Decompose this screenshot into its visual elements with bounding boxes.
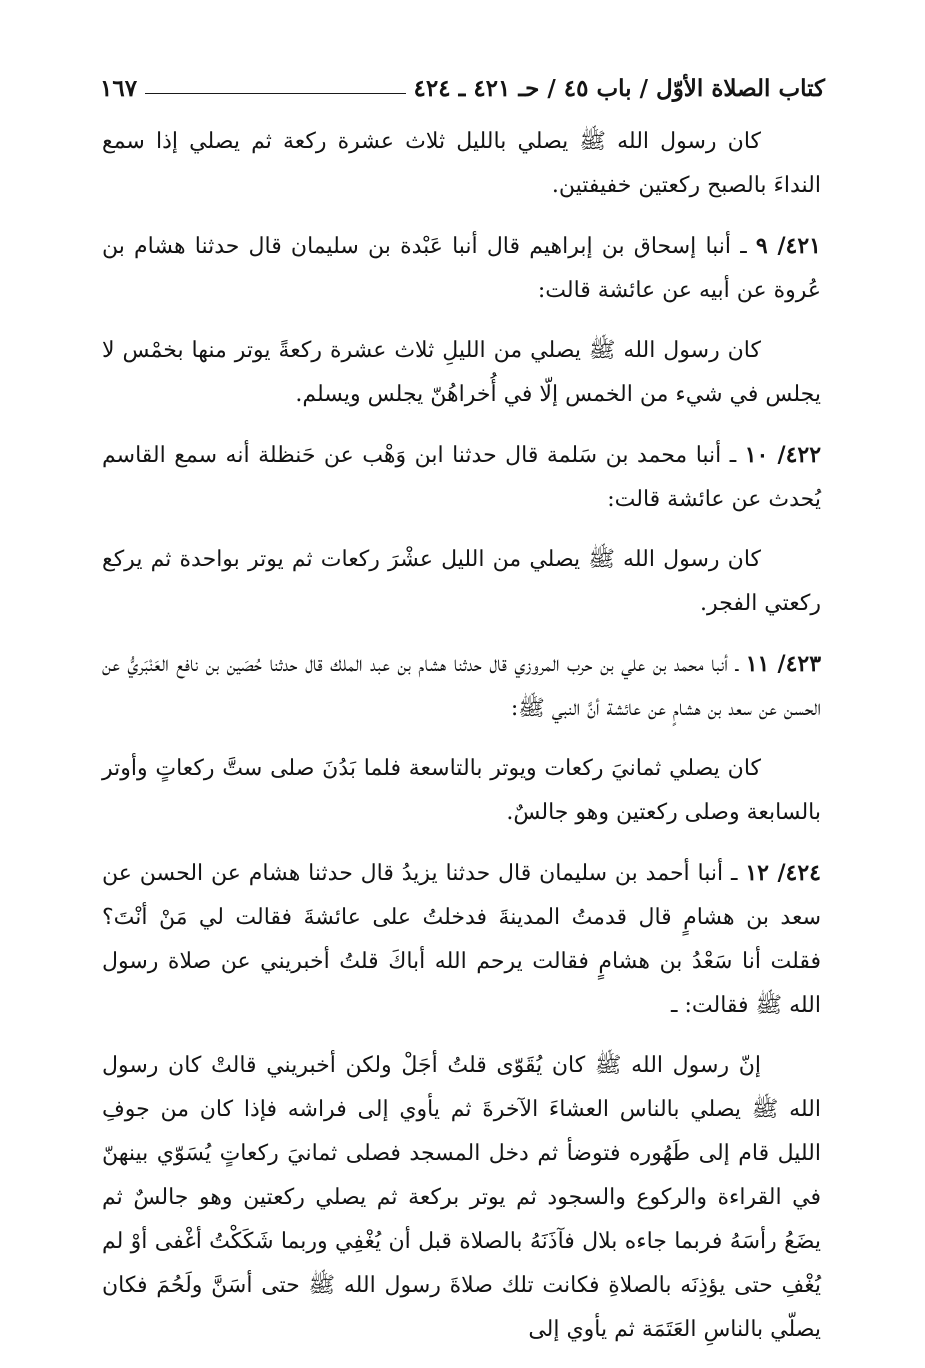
hadith-text: كان يصلي ثمانيَ ركعات ويوتر بالتاسعة فلما بَدُنَ صلى ستَّ ركعاتٍ وأوتر بالسابعة وصلى ركعتين وهو جالسٌ. — [102, 756, 821, 825]
running-head-rule — [145, 93, 405, 94]
isnad-423 — [102, 642, 821, 731]
isnad-text: ـ أنبا محمد بن علي بن حرب المروزي قال حدثنا هشام بن عبد الملك قال حدثنا حُصَين بن نافع العَنْبَريُّ عن الحسن عن سعد بن هشامٍ عن عائشة أنَّ النبي ﷺ: — [102, 652, 821, 721]
hadith-text: كان رسول الله ﷺ يصلي من الليلِ ثلاث عشرة ركعةً يوتر منها بخمْس لا يجلس في شيء من الخمس إلّا في أُخراهُنّ يجلس ويسلم. — [102, 338, 821, 407]
hadith-text: كان رسول الله ﷺ يصلي من الليل عشْرَ ركعات ثم يوتر بواحدة ثم يركع ركعتي الفجر. — [102, 547, 821, 616]
page-body — [102, 120, 821, 1368]
isnad-421 — [102, 224, 821, 313]
hadith-number: ٤٢٤/ ١٢ — [745, 860, 821, 886]
hadith-text-424 — [102, 1044, 821, 1352]
isnad-text: ـ أنبا أحمد بن سليمان قال حدثنا يزيدُ قال حدثنا هشام عن الحسن عن سعد بن هشامٍ قال قدمتُ المدينةَ فدخلتُ على عائشةَ فقالت لي مَنْ أنْتَ؟ فقلت أنا سَعْدُ بن هشامٍ فقالت يرحم الله أباكَ قلتُ أخبريني عن صلاة رسول الله ﷺ فقالت: ـ — [102, 861, 821, 1018]
isnad-422 — [102, 433, 821, 522]
hadith-number: ٤٢١/ ٩ — [755, 233, 821, 259]
isnad-text: ـ أنبا محمد بن سَلمة قال حدثنا ابن وَهْب عن حَنظلة أنه سمع القاسم يُحدث عن عائشة قالت: — [102, 443, 821, 512]
hadith-text-421 — [102, 329, 821, 417]
hadith-text-423 — [102, 747, 821, 835]
isnad-text: ـ أنبا إسحاق بن إبراهيم قال أنبا عَبْدة بن سليمان قال حدثنا هشام بن عُروة عن أبيه عن عائشة قالت: — [102, 234, 821, 303]
hadith-text-420 — [102, 120, 821, 208]
hadith-number: ٤٢٢/ ١٠ — [744, 442, 822, 468]
running-head-title: كتاب الصلاة الأوّل / باب ٤٥ / حـ ٤٢١ ـ ٤٢٤ — [413, 74, 825, 102]
running-head — [100, 68, 825, 108]
hadith-text-422 — [102, 538, 821, 626]
hadith-number: ٤٢٣/ ١١ — [745, 651, 822, 677]
hadith-text: كان رسول الله ﷺ يصلي بالليل ثلاث عشرة ركعة ثم يصلي إذا سمع النداءَ بالصبح ركعتين خفيفتين. — [102, 129, 821, 198]
page-number: ١٦٧ — [100, 74, 138, 102]
isnad-424 — [102, 851, 821, 1028]
hadith-text: إنّ رسول الله ﷺ كان يُقَوّى قلتُ أجَلْ ولكن أخبريني قالتْ كان رسول الله ﷺ يصلي بالناس العشاءَ الآخرةَ ثم يأوي إلى فراشه فإذا كان من جوفِ الليل قام إلى طَهُوره فتوضأ ثم دخل المسجد فصلى ثمانيَ ركعاتٍ يُسَوّي بينهنّ في القراءة والركوع والسجود ثم يوتر بركعة ثم يصلي ركعتين وهو جالسٌ ثم يضَعُ رأسَهُ فربما جاءه بلال فآذَنَهُ بالصلاة قبل أن يُغْفِي وربما شَكَكْتُ أغْفى أوْ لم يُغْفِ حتى يؤذِنَه بالصلاةِ فكانت تلك صلاةَ رسول الله ﷺ حتى أسَنَّ ولَحُمَ فكان يصلّي بالناسِ العَتَمَة ثم يأوي إلى — [102, 1053, 821, 1342]
